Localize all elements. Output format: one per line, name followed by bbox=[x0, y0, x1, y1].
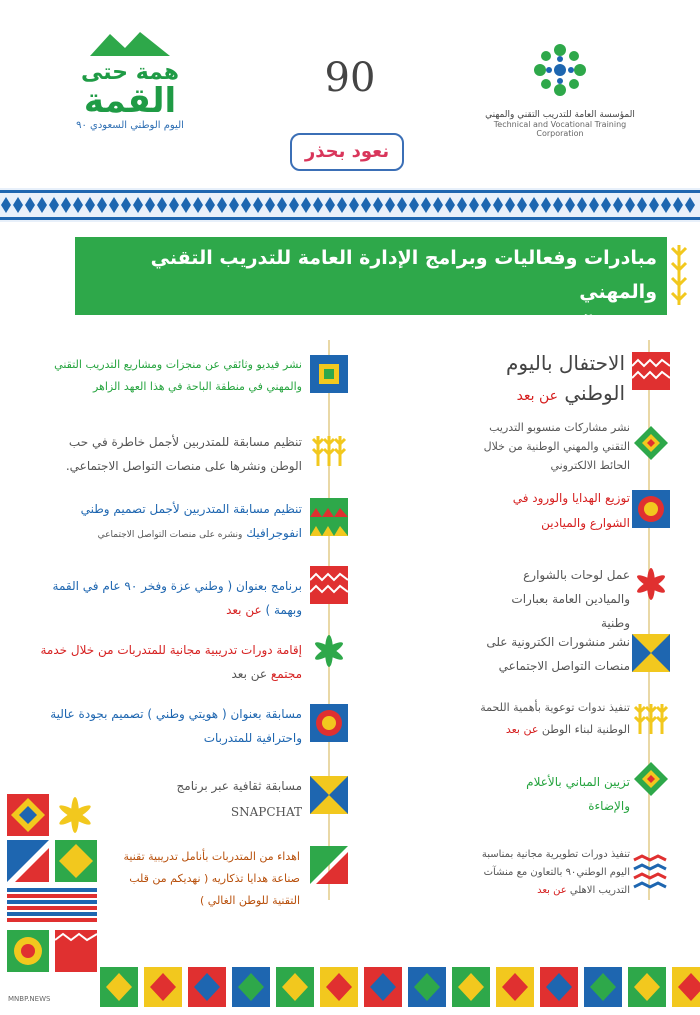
list-item: اهداء من المتدربات بأنامل تدريبية تقنية صناعة هدايا تذكاريه ( نهديكم من قلب التقنية للوطن الغالي ) bbox=[123, 850, 300, 907]
list-item: تزيين المباني بالأعلام والإضاءة bbox=[526, 775, 630, 813]
triangle-pattern-icon bbox=[310, 498, 348, 536]
list-item: تنظيم مسابقة المتدربين لأجمل تصميم وطني انفوجرافيك ونشره على منصات التواصل الاجتماعي bbox=[80, 502, 302, 540]
list-item: برنامج بعنوان ( وطني عزة وفخر ٩٠ عام في القمة وبهمة ) عن بعد bbox=[52, 579, 302, 617]
list-item: مسابقة ثقافية عبر برنامج SNAPCHAT bbox=[176, 779, 302, 819]
watermark: MNBP.NEWS bbox=[8, 995, 51, 1003]
yellow-wheat-icon bbox=[310, 430, 348, 468]
green-flower-icon bbox=[310, 632, 348, 670]
pattern-band bbox=[0, 188, 700, 222]
tvtc-logo: المؤسسة العامة للتدريب التقني والمهني Technical and Vocational Training Corporation bbox=[480, 40, 640, 138]
red-textile-icon bbox=[310, 566, 348, 604]
blue-square-icon bbox=[310, 355, 348, 393]
yellow-wheat-icon bbox=[632, 698, 670, 736]
green-diamond-icon bbox=[632, 760, 670, 798]
list-item: تنفيذ ندوات توعوية بأهمية اللحمة الوطنية لبناء الوطن عن بعد bbox=[480, 701, 630, 736]
triangle-corner-icon bbox=[310, 846, 348, 884]
timeline-line-left bbox=[328, 340, 330, 900]
number-ninety: 90 bbox=[324, 55, 376, 101]
blue-circle-icon bbox=[310, 704, 348, 742]
tvtc-star-icon bbox=[530, 40, 590, 100]
list-item: عمل لوحات بالشوارع والميادين العامة بعبارات وطنية bbox=[511, 568, 630, 630]
list-item: إقامة دورات تدريبية مجانية للمتدربات من خلال خدمة مجتمع عن بعد bbox=[40, 643, 302, 681]
yellow-blue-icon bbox=[632, 634, 670, 672]
page-title: مبادرات وفعاليات وبرامج الإدارة العامة للتدريب التقني والمهني والمنشآت التدريبية بمنطقة الباحة بمناسبة اليوم الوطني٩٠ bbox=[75, 237, 667, 315]
red-flower-icon bbox=[632, 565, 670, 603]
footer-tiles-icon bbox=[0, 955, 700, 1011]
header bbox=[0, 0, 700, 190]
red-textile-icon bbox=[632, 352, 670, 390]
diamond-pattern-icon bbox=[0, 188, 700, 222]
list-item: مسابقة بعنوان ( هويتي وطني ) تصميم بجودة عالية واحترافية للمتدربات bbox=[50, 707, 302, 745]
list-item: نشر منشورات الكترونية على منصات التواصل الاجتماعي bbox=[486, 635, 630, 673]
green-diamond-icon bbox=[632, 424, 670, 462]
list-item: تنظيم مسابقة للمتدربين لأجمل خاطرة في حب الوطن ونشرها على منصات التواصل الاجتماعي. bbox=[65, 435, 302, 473]
national-day-logo: همة حتى القمة اليوم الوطني السعودي ٩٠ bbox=[60, 28, 200, 131]
wheat-icon bbox=[670, 240, 688, 310]
list-item: توزيع الهدايا والورود في الشوارع والميادين bbox=[512, 491, 630, 530]
list-item: تنفيذ دورات تطويرية مجانية بمناسبة اليوم الوطني٩٠ بالتعاون مع منشآت التدريب الاهلي عن بعد bbox=[481, 849, 630, 896]
blue-circle-icon bbox=[632, 490, 670, 528]
yellow-blue-icon bbox=[310, 776, 348, 814]
footer-pattern bbox=[0, 955, 700, 1011]
list-item: نشر فيديو وثائقي عن منجزات ومشاريع التدريب التقني والمهني في منطقة الباحة في هذا العهد الزاهر bbox=[54, 358, 302, 393]
zigzag-icon bbox=[632, 852, 670, 890]
list-item: الاحتفال باليوم الوطني عن بعد bbox=[506, 351, 625, 405]
list-item: نشر مشاركات منسوبو التدريب التقني والمهني الوطنية من خلال الحائط الالكتروني bbox=[483, 421, 630, 472]
slogan-badge: نعود بحذر bbox=[290, 133, 404, 171]
mountain-icon bbox=[85, 28, 175, 58]
